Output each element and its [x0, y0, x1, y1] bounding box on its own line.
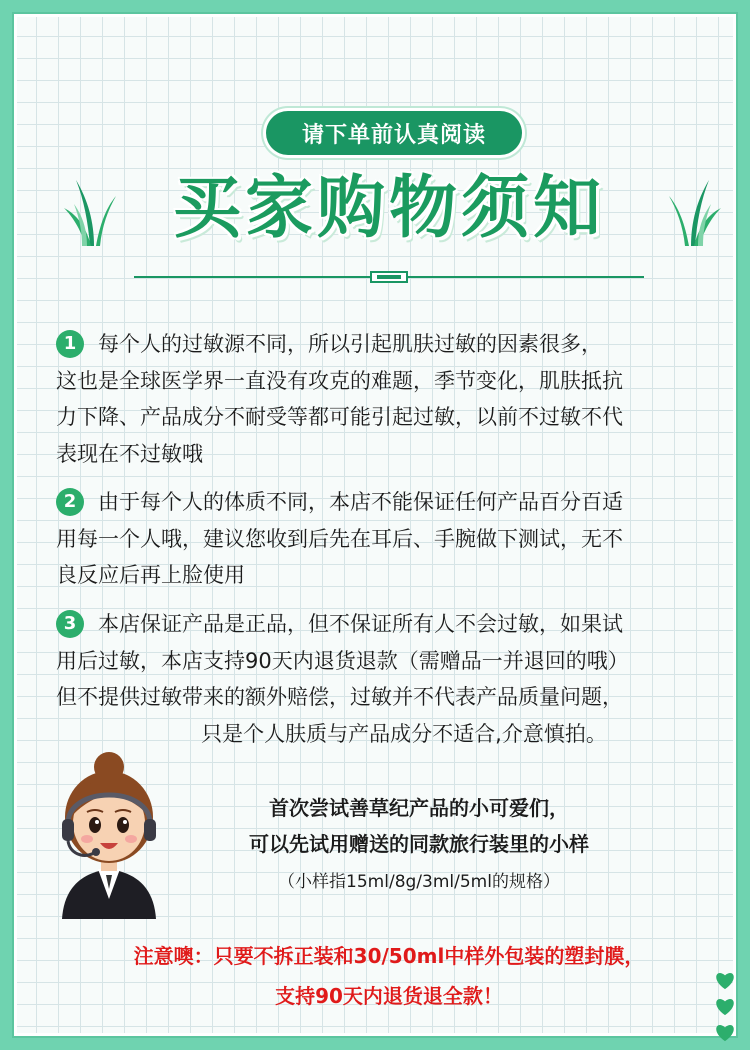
service-line-3: （小样指15ml/8g/3ml/5ml的规格）	[278, 872, 560, 892]
item-line: 良反应后再上脸使用	[56, 563, 245, 587]
notice-item-2	[56, 484, 732, 594]
service-line-1: 首次尝试善草纪产品的小可爱们，	[269, 796, 569, 820]
item-line: 用后过敏，本店支持90天内退货退款（需赠品一并退回的哦）	[56, 648, 629, 673]
item-line: 但不提供过敏带来的额外赔偿，过敏并不代表产品质量问题，	[56, 685, 623, 709]
notice-line-2: 支持90天内退货退全款！	[275, 984, 503, 1008]
grass-icon	[64, 174, 116, 246]
number-badge: 1	[56, 330, 84, 358]
item-line: 由于每个人的体质不同，本店不能保证任何产品百分百适	[98, 490, 623, 514]
heart-icon	[714, 995, 736, 1017]
item-line: 只是个人肤质与产品成分不适合,介意慎拍。	[201, 721, 607, 746]
item-line: 本店保证产品是正品，但不保证所有人不会过敏，如果试	[98, 612, 623, 636]
number-badge: 2	[56, 488, 84, 516]
item-line: 力下降、产品成分不耐受等都可能引起过敏，以前不过敏不代	[56, 405, 623, 429]
divider-ornament	[370, 271, 408, 283]
item-line: 用每一个人哦，建议您收到后先在耳后、手腕做下测试，无不	[56, 526, 623, 551]
heart-icon	[714, 969, 736, 991]
page-title: 买家购物须知	[172, 169, 605, 248]
notice-line-1: 注意噢：只要不拆正装和30/50ml中样外包装的塑封膜，	[133, 944, 645, 968]
notice-item-3	[56, 606, 732, 752]
customer-service-avatar	[54, 749, 164, 919]
service-line-2: 可以先试用赠送的同款旅行装里的小样	[249, 832, 589, 856]
number-badge: 3	[56, 610, 84, 638]
service-message	[184, 790, 654, 900]
item-line: 表现在不过敏哦	[56, 441, 203, 466]
item-line: 每个人的过敏源不同，所以引起肌肤过敏的因素很多，	[98, 332, 602, 356]
heart-icon	[714, 1021, 736, 1043]
item-line: 这也是全球医学界一直没有攻克的难题，季节变化，肌肤抵抗	[56, 368, 623, 393]
grass-icon	[669, 174, 721, 246]
notice-item-1	[56, 326, 732, 472]
read-before-order-badge: 请下单前认真阅读	[266, 111, 522, 155]
poster-frame	[14, 14, 736, 1036]
refund-notice	[44, 936, 734, 1016]
heart-decoration	[714, 969, 740, 1047]
